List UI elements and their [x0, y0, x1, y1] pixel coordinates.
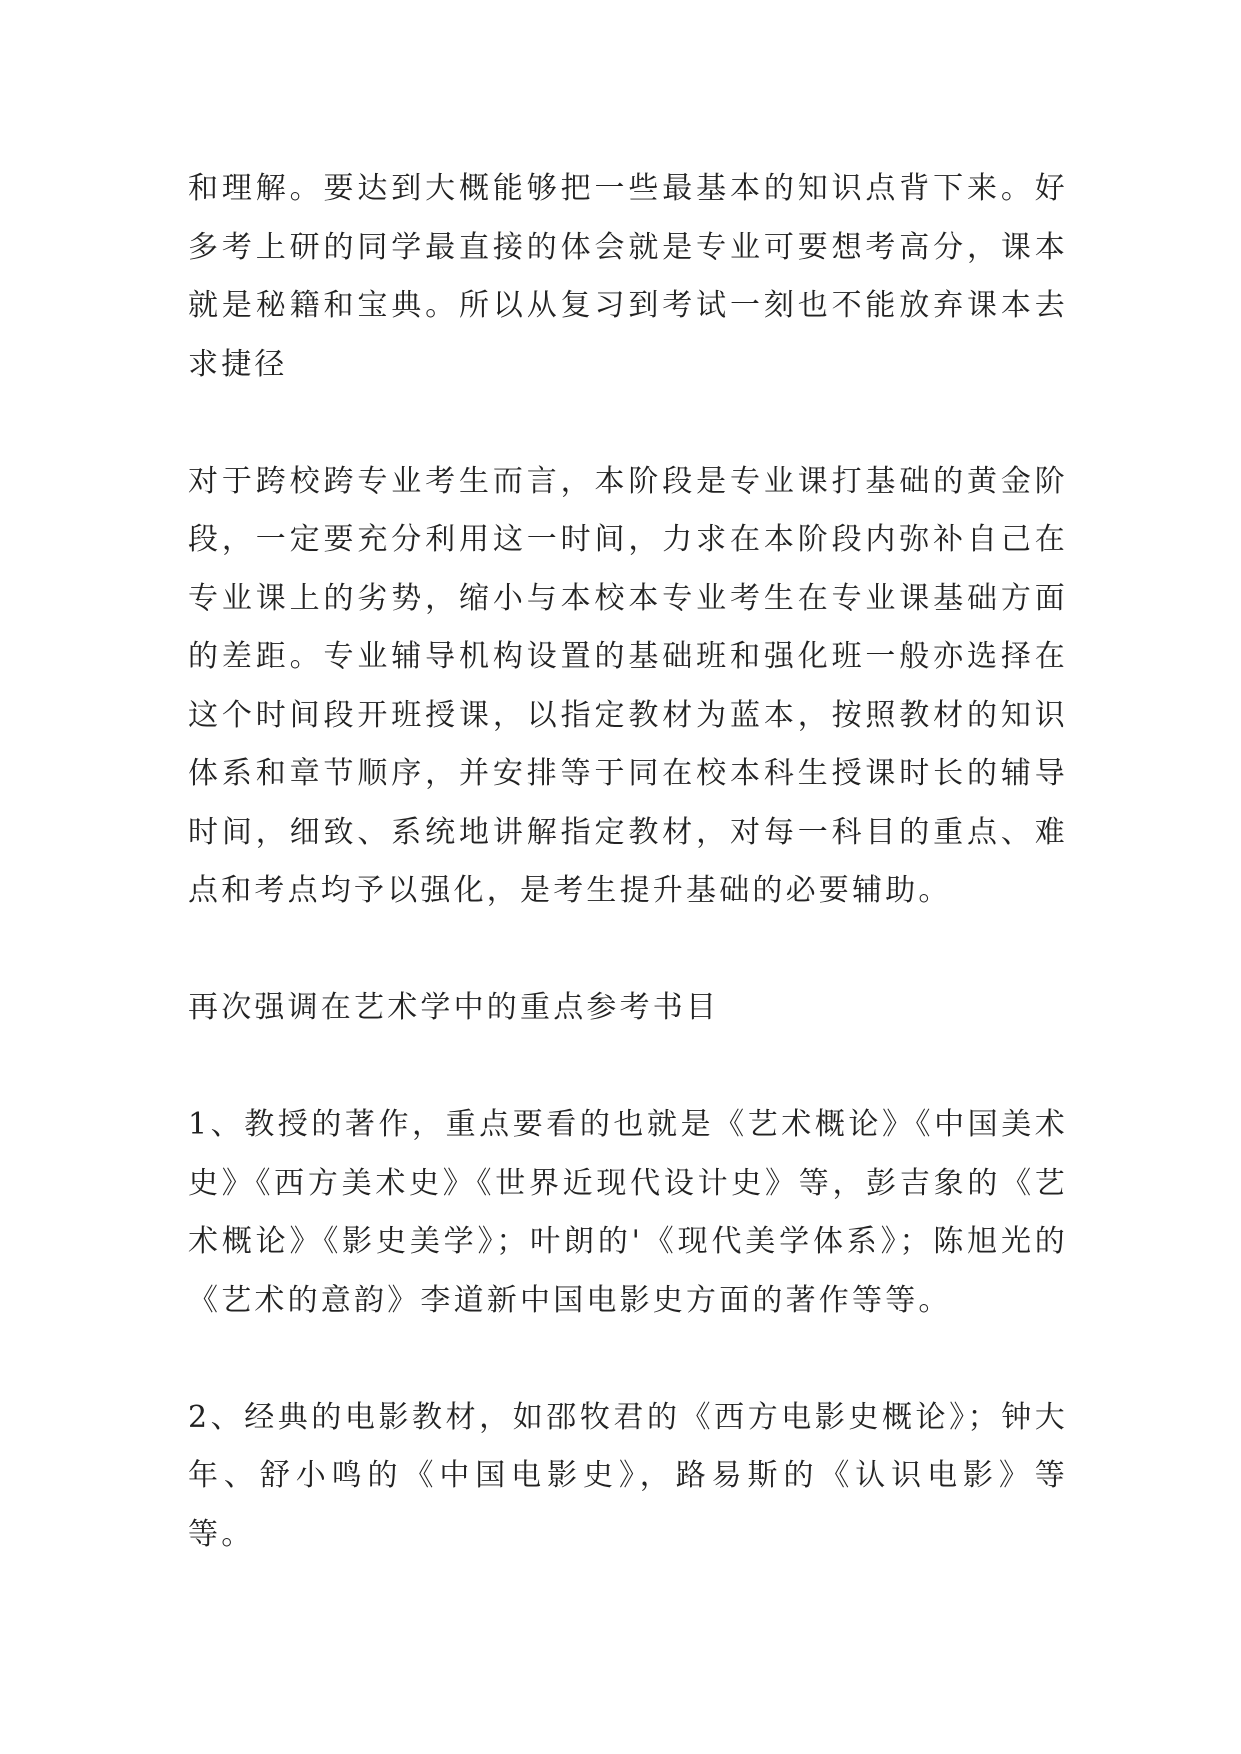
paragraph-reference-item-2: 2、经典的电影教材，如邵牧君的《西方电影史概论》；钟大年、舒小鸣的《中国电影史》，路易斯的《认识电影》等等。: [188, 1399, 1068, 1552]
document-body: [188, 160, 1068, 1564]
paragraph-cross-major-stage: 对于跨校跨专业考生而言，本阶段是专业课打基础的黄金阶段，一定要充分利用这一时间，力求在本阶段内弥补自己在专业课上的劣势，缩小与本校本专业考生在专业课基础方面的差距。专业辅导机构设置的基础班和强化班一般亦选择在这个时间段开班授课，以指定教材为蓝本，按照教材的知识体系和章节顺序，并安排等于同在校本科生授课时长的辅导时间，细致、系统地讲解指定教材，对每一科目的重点、难点和考点均予以强化，是考生提升基础的必要辅助。: [188, 463, 1068, 908]
paragraph-reference-item-1: 1、教授的著作，重点要看的也就是《艺术概论》《中国美术史》《西方美术史》《世界近现代设计史》等，彭吉象的《艺术概论》《影史美学》；叶朗的'《现代美学体系》；陈旭光的《艺术的意韵》李道新中国电影史方面的著作等等。: [188, 1107, 1068, 1318]
paragraph-reference-heading: 再次强调在艺术学中的重点参考书目: [188, 990, 720, 1025]
paragraph-textbook-importance: 和理解。要达到大概能够把一些最基本的知识点背下来。好多考上研的同学最直接的体会就是专业可要想考高分，课本就是秘籍和宝典。所以从复习到考试一刻也不能放弃课本去求捷径: [188, 171, 1068, 382]
